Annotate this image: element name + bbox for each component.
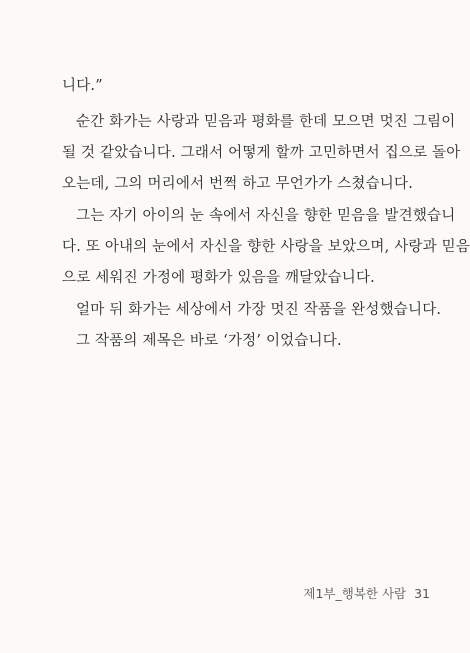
text-line-4: 오는데, 그의 머리에서 번쩍 하고 무언가가 스쳤습니다. xyxy=(62,176,414,192)
text-line-2: 순간 화가는 사랑과 믿음과 평화를 한데 모으면 멋진 그림이 xyxy=(76,114,456,130)
page-number: 31 xyxy=(414,586,430,601)
text-line-1: 니다.” xyxy=(62,78,103,94)
text-line-7: 으로 세워진 가정에 평화가 있음을 깨달았습니다. xyxy=(62,270,375,286)
text-line-5: 그는 자기 아이의 눈 속에서 자신을 향한 믿음을 발견했습니 xyxy=(76,208,456,224)
text-line-9: 그 작품의 제목은 바로 ‘가정’ 이었습니다. xyxy=(76,333,342,349)
section-title: 제1부_행복한 사람 xyxy=(303,586,407,601)
text-line-8: 얼마 뒤 화가는 세상에서 가장 멋진 작품을 완성했습니다. xyxy=(76,302,442,318)
text-line-3: 될 것 같았습니다. 그래서 어떻게 할까 고민하면서 집으로 돌아 xyxy=(62,145,461,161)
text-line-6: 다. 또 아내의 눈에서 자신을 향한 사랑을 보았으며, 사랑과 믿음 xyxy=(62,239,470,255)
page-footer xyxy=(303,584,430,602)
